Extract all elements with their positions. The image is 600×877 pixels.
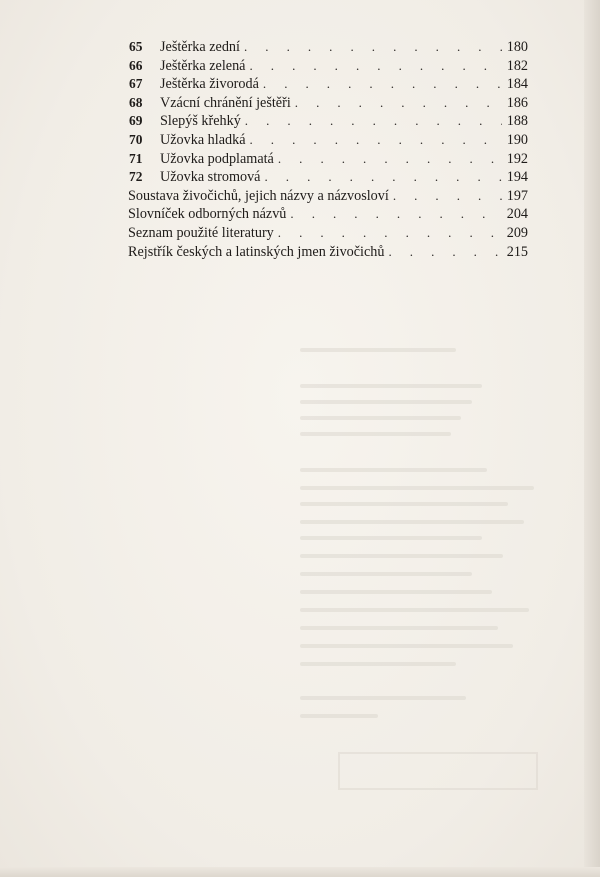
toc-entry	[128, 94, 528, 113]
toc-leader-dots	[250, 131, 503, 150]
toc-entry	[128, 205, 528, 224]
toc-entry-page: 188	[506, 113, 528, 130]
toc-entry-number: 71	[129, 150, 143, 166]
toc-entry	[128, 243, 528, 262]
toc-entry-title: Ještěrka zední	[160, 39, 240, 55]
toc-entry	[128, 150, 528, 169]
toc-entry-number: 68	[129, 94, 143, 110]
toc-entry	[128, 38, 528, 57]
toc-entry-title: Užovka hladká	[160, 131, 246, 148]
toc-entry	[128, 224, 528, 243]
toc-leader-dots	[245, 112, 502, 131]
toc-entry-page: 194	[506, 169, 528, 186]
toc-leader-dots	[244, 38, 502, 57]
toc-entry-number: 66	[129, 57, 143, 73]
toc-entry-number: 69	[129, 113, 143, 129]
toc-leader-dots	[278, 150, 502, 169]
toc-entry-page: 184	[506, 76, 528, 93]
table-of-contents	[128, 38, 528, 261]
toc-entry-title: Slepýš křehký	[160, 113, 241, 130]
toc-leader-dots	[263, 75, 502, 94]
toc-entry	[128, 187, 528, 206]
toc-entry-page: 190	[506, 131, 528, 148]
toc-entry	[128, 57, 528, 76]
toc-entry-page: 215	[506, 243, 528, 260]
toc-entry-number: 65	[129, 39, 143, 54]
page-bottom-edge	[0, 867, 600, 877]
toc-leader-dots	[264, 168, 502, 187]
toc-entry-title: Seznam použité literatury	[128, 224, 274, 241]
toc-entry-number: 72	[129, 169, 143, 185]
toc-entry-page: 182	[506, 57, 528, 74]
reverse-side-show-through	[300, 340, 560, 780]
toc-entry-title: Užovka podplamatá	[160, 150, 274, 167]
toc-leader-dots	[393, 187, 502, 206]
toc-leader-dots	[295, 94, 502, 113]
toc-entry-number: 67	[129, 76, 143, 92]
toc-entry-title: Slovníček odborných názvů	[128, 206, 287, 223]
toc-entry	[128, 75, 528, 94]
toc-entry-number: 70	[129, 131, 143, 147]
toc-entry-title: Užovka stromová	[160, 169, 261, 186]
toc-entry-page: 192	[506, 150, 528, 167]
toc-entry-page: 209	[506, 224, 528, 241]
toc-entry-page: 180	[506, 39, 528, 55]
toc-leader-dots	[249, 57, 502, 76]
toc-entry-page: 204	[506, 206, 528, 223]
toc-entry	[128, 112, 528, 131]
toc-entry-title: Soustava živočichů, jejich názvy a názvosloví	[128, 187, 389, 204]
toc-entry-title: Ještěrka zelená	[160, 57, 246, 74]
page-edge-shadow	[584, 0, 600, 877]
toc-entry-title: Vzácní chránění ještěři	[160, 94, 291, 111]
toc-leader-dots	[290, 205, 502, 224]
toc-entry-page: 197	[506, 187, 528, 204]
toc-leader-dots	[278, 224, 502, 243]
toc-entry-page: 186	[506, 94, 528, 111]
toc-entry	[128, 168, 528, 187]
toc-leader-dots	[388, 243, 502, 262]
toc-entry	[128, 131, 528, 150]
toc-entry-title: Ještěrka živorodá	[160, 76, 259, 93]
toc-entry-title: Rejstřík českých a latinských jmen živočichů	[128, 243, 385, 260]
